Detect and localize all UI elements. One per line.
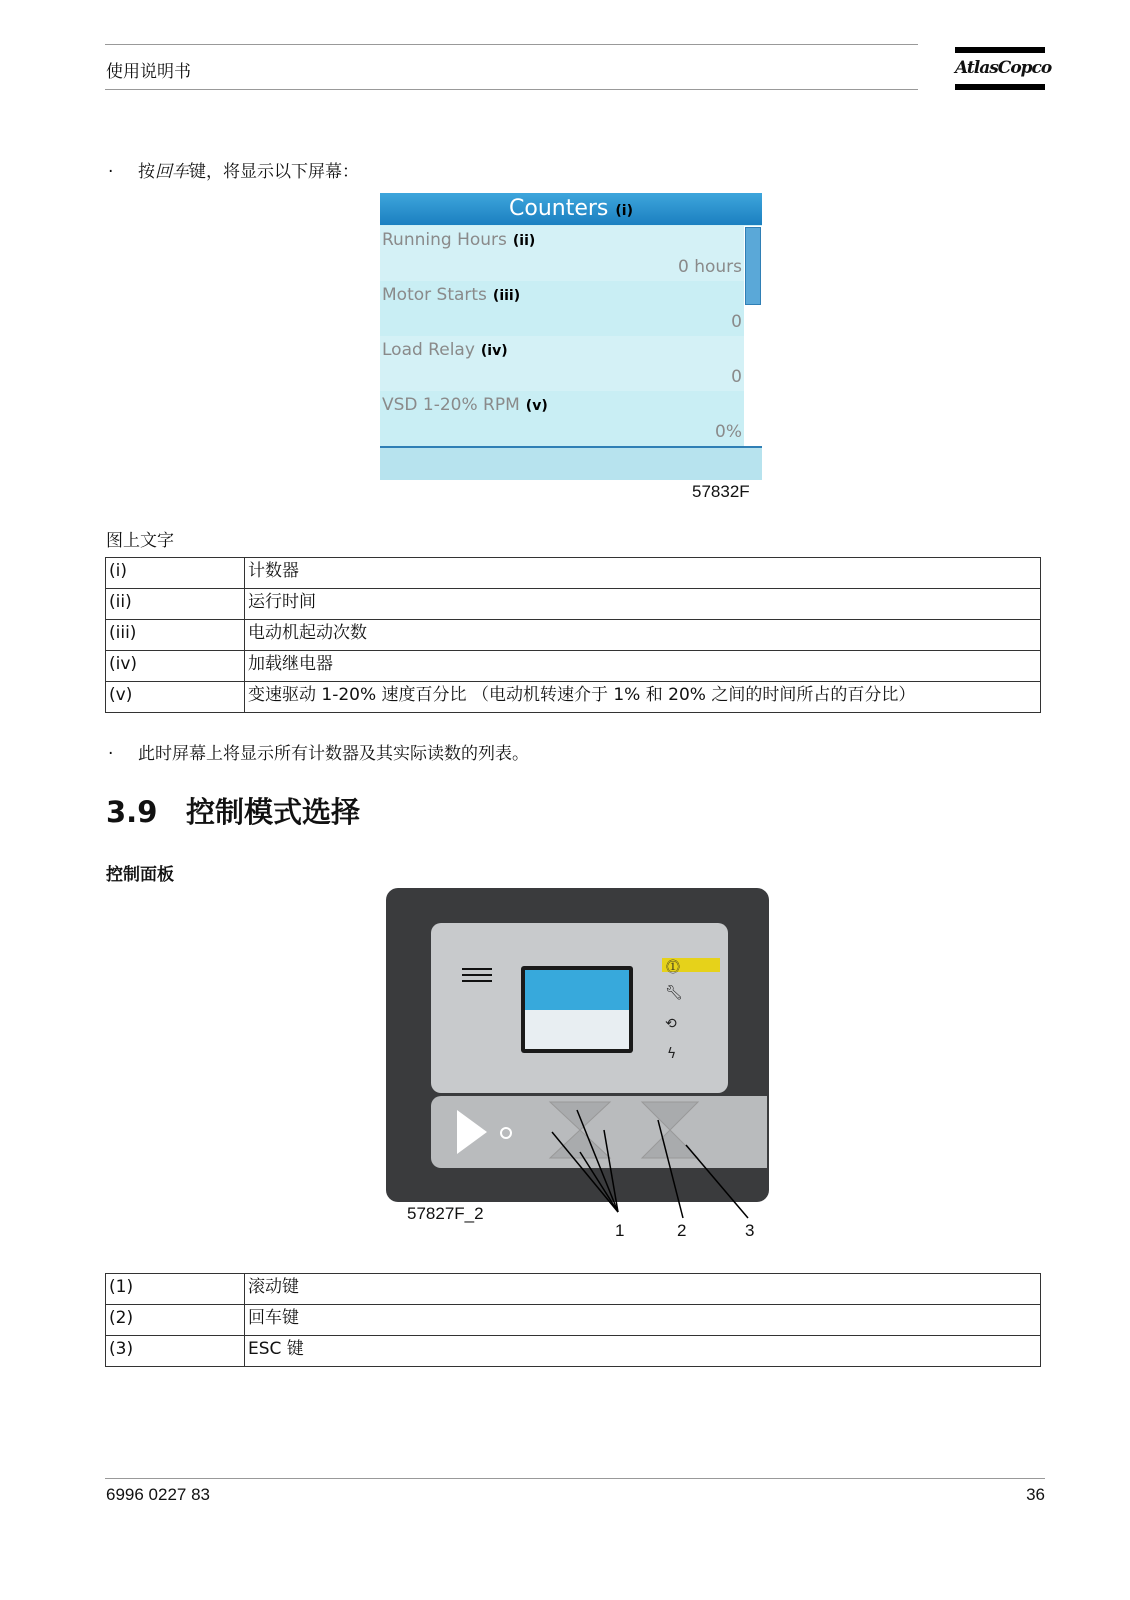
scroll-keys-shape (550, 1102, 610, 1158)
subsection-heading: 控制面板 (106, 865, 174, 885)
header-top-rule (105, 44, 918, 45)
callout-label-1: 1 (615, 1221, 625, 1240)
enter-key-term: 回车 (155, 162, 189, 182)
callout-label-3: 3 (745, 1221, 755, 1240)
counters-screen-title: Counters (i) (380, 193, 762, 225)
wrench-icon: 🔧︎ (665, 985, 683, 1001)
table-row: (3) ESC 键 (106, 1336, 1041, 1367)
counter-row-motor-starts: Motor Starts (iii) 0 (380, 281, 744, 336)
panel-display (521, 966, 633, 1053)
header-bottom-rule (105, 89, 918, 90)
figure-code-counters: 57832F (692, 482, 750, 501)
figure-code-panel: 57827F_2 (407, 1204, 484, 1223)
counter-row-vsd: VSD 1-20% RPM (v) 0% (380, 391, 744, 446)
callout-line-3 (686, 1145, 748, 1218)
bullet-enter-key: · 按回车键，将显示以下屏幕： (108, 162, 359, 182)
footer-rule (105, 1478, 1045, 1479)
legend-caption: 图上文字 (106, 531, 174, 551)
counter-row-load-relay: Load Relay (iv) 0 (380, 336, 744, 391)
table-row: (iii) 电动机起动次数 (106, 620, 1041, 651)
auto-icon: ⟲ (665, 1016, 677, 1032)
counters-scroll-thumb[interactable] (745, 227, 761, 305)
panel-logo (462, 968, 492, 982)
counter-row-running-hours: Running Hours (ii) 0 hours (380, 226, 744, 281)
atlas-copco-logo: AtlasCopco (955, 47, 1045, 91)
panel-keys-and-callouts (380, 1090, 780, 1250)
callout-label-2: 2 (677, 1221, 687, 1240)
table-row: (iv) 加载继电器 (106, 651, 1041, 682)
header-title: 使用说明书 (106, 62, 191, 82)
counters-screen (380, 193, 762, 480)
table-row: (v) 变速驱动 1-20% 速度百分比 （电动机转速介于 1% 和 20% 之间的时间所占的百分比） (106, 682, 1041, 713)
footer-page-number: 36 (1026, 1485, 1045, 1504)
section-heading: 3.9 控制模式选择 (106, 795, 361, 829)
table-row: (2) 回车键 (106, 1305, 1041, 1336)
table-row: (i) 计数器 (106, 558, 1041, 589)
table-row: (1) 滚动键 (106, 1274, 1041, 1305)
warning-icon: ⓵ (666, 960, 680, 976)
callout-line-1b (577, 1110, 618, 1212)
counters-screen-footer (380, 446, 762, 480)
power-icon: ϟ (667, 1046, 677, 1062)
footer-doc-number: 6996 0227 83 (106, 1485, 210, 1504)
bullet-counter-list: · 此时屏幕上将显示所有计数器及其实际读数的列表。 (108, 744, 529, 764)
legend-table-keys (105, 1273, 1041, 1367)
table-row: (ii) 运行时间 (106, 589, 1041, 620)
legend-table-counters (105, 557, 1041, 713)
